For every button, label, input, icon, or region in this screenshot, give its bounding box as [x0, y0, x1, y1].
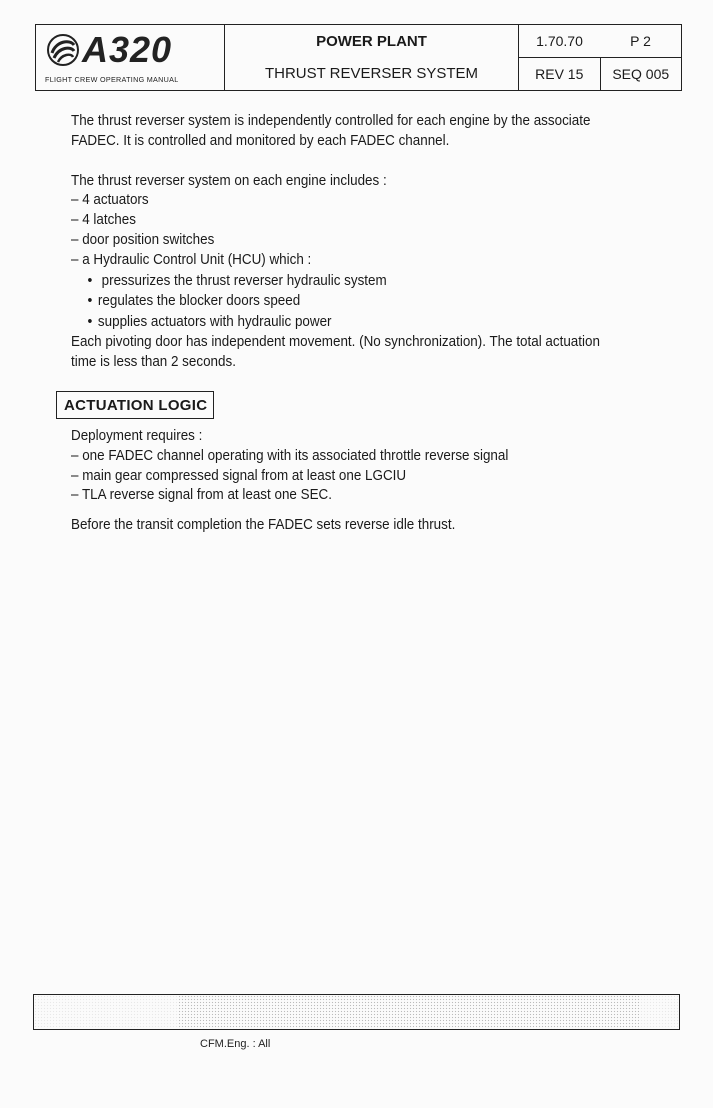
- includes-heading: The thrust reverser system on each engine includes :: [71, 172, 387, 189]
- section-title: THRUST REVERSER SYSTEM: [264, 65, 479, 83]
- footer-box: [33, 994, 680, 1030]
- title-cell: [225, 25, 519, 90]
- sub-list-item: [71, 271, 641, 292]
- reference-number: 1.70.70: [536, 33, 583, 49]
- intro-section: [71, 112, 641, 373]
- paragraph-line: Before the transit completion the FADEC sets reverse idle thrust.: [71, 517, 456, 534]
- list-item: – 4 latches: [71, 212, 136, 229]
- sub-list-text: pressurizes the thrust reverser hydraulic system: [97, 272, 387, 289]
- deployment-heading: Deployment requires :: [71, 428, 203, 444]
- sub-list-item: [71, 291, 641, 312]
- sequence: SEQ 005: [600, 58, 682, 90]
- manual-name: FLIGHT CREW OPERATING MANUAL: [45, 75, 179, 84]
- logo-cell: [36, 25, 225, 90]
- document-header: [35, 24, 682, 91]
- reference-cell: [519, 25, 681, 90]
- logo-text: A320: [82, 29, 173, 70]
- paragraph-line: The thrust reverser system is independently controlled for each engine by the associate: [71, 113, 591, 129]
- section-heading-actuation-logic: ACTUATION LOGIC: [56, 391, 214, 419]
- actuation-logic-section: [71, 427, 641, 536]
- sub-list-text: regulates the blocker doors speed: [97, 293, 301, 310]
- list-item: – TLA reverse signal from at least one SEC.: [71, 487, 332, 504]
- list-item: – door position switches: [71, 231, 215, 248]
- sub-list-item: [71, 312, 641, 333]
- paragraph-line: time is less than 2 seconds.: [71, 353, 236, 370]
- sub-list-text: supplies actuators with hydraulic power: [97, 314, 332, 331]
- airbus-swirl-icon: [46, 33, 80, 67]
- list-item: – a Hydraulic Control Unit (HCU) which :: [71, 251, 312, 268]
- list-item: – 4 actuators: [71, 192, 149, 209]
- list-item: – main gear compressed signal from at least one LGCIU: [71, 467, 407, 484]
- list-item: – one FADEC channel operating with its associated throttle reverse signal: [71, 447, 509, 464]
- revision: REV 15: [535, 66, 584, 82]
- page-number: P 2: [630, 33, 651, 49]
- engine-applicability: CFM.Eng. : All: [200, 1038, 271, 1050]
- chapter-title: POWER PLANT: [316, 32, 427, 50]
- a320-logo: [46, 30, 172, 70]
- paragraph-line: FADEC. It is controlled and monitored by each FADEC channel.: [71, 132, 450, 149]
- paragraph-line: Each pivoting door has independent movement. (No synchronization). The total actuation: [71, 333, 600, 350]
